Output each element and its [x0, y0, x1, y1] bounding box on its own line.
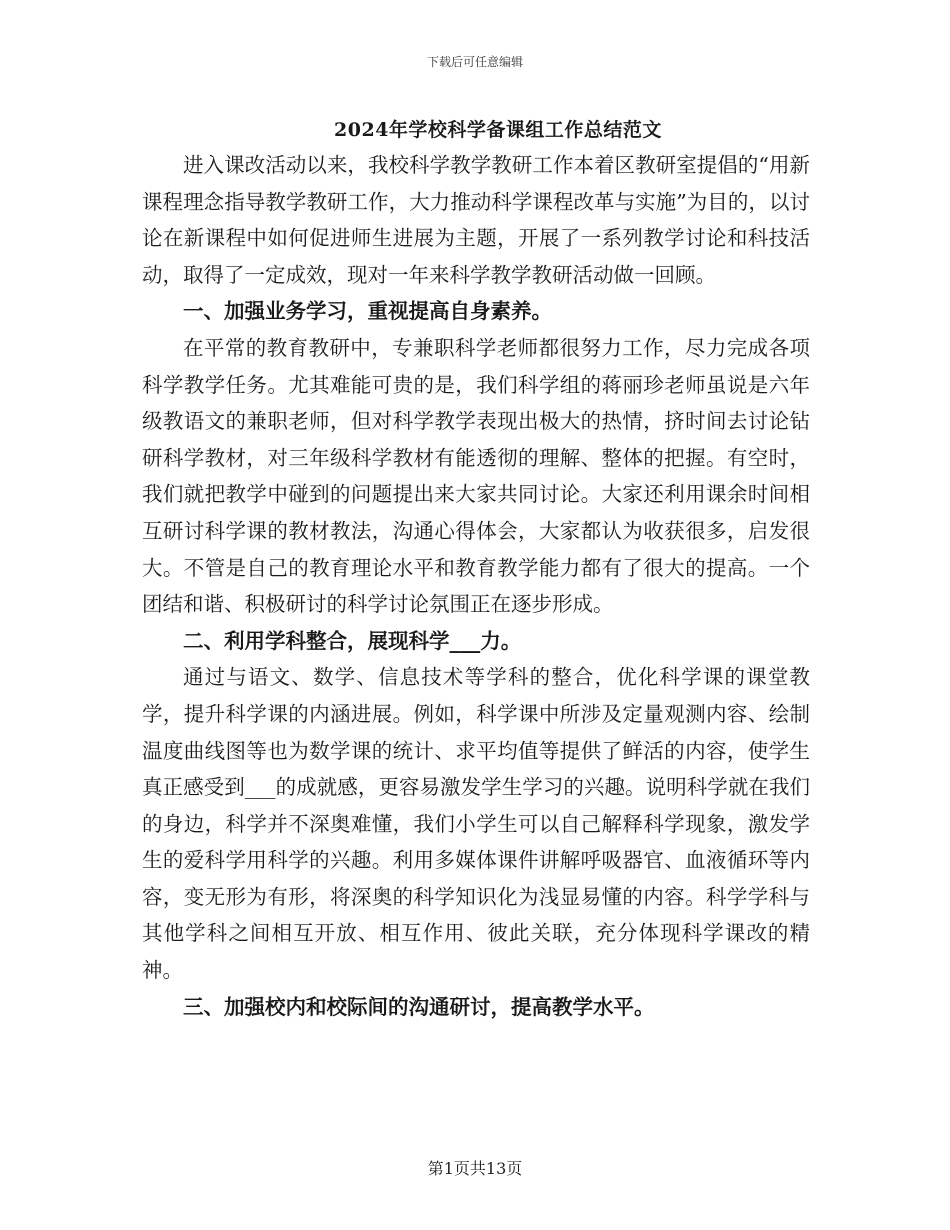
intro-paragraph: 进入课改活动以来，我校科学教学教研工作本着区教研室提倡的“用新课程理念指导教学教研工作，大力推动科学课程改革与实施”为目的，以讨论在新课程中如何促进师生进展为主题，开展了一系列教学讨论和科技活动，取得了一定成效，现对一年来科学教学教研活动做一回顾。	[142, 153, 810, 287]
section-body-1: 在平常的教育教研中，专兼职科学老师都很努力工作，尽力完成各项科学教学任务。尤其难能可贵的是，我们科学组的蒋丽珍老师虽说是六年级教语文的兼职老师，但对科学教学表现出极大的热情，挤时间去讨论钻研科学教材，对三年级科学教材有能透彻的理解、整体的把握。有空时，我们就把教学中碰到的问题提出来大家共同讨论。大家还利用课余时间相互研讨科学课的教材教法，沟通心得体会，大家都认为收获很多，启发很大。不管是自己的教育理论水平和教育教学能力都有了很大的提高。一个团结和谐、积极研讨的科学讨论氛围正在逐步形成。	[142, 335, 810, 617]
page-header-note: 下载后可任意编辑	[426, 55, 523, 69]
page-footer: 第1页共13页	[427, 1159, 523, 1178]
section-body-2: 通过与语文、数学、信息技术等学科的整合，优化科学课的课堂教学，提升科学课的内涵进展。例如，科学课中所涉及定量观测内容、绘制温度曲线图等也为数学课的统计、求平均值等提供了鲜活的内容，使学生真正感受到___的成就感，更容易激发学生学习的兴趣。说明科学就在我们的身边，科学并不深奥难懂，我们小学生可以自己解释科学现象，激发学生的爱科学用科学的兴趣。利用多媒体课件讲解呼吸器官、血液循环等内容，变无形为有形，将深奥的科学知识化为浅显易懂的内容。科学学科与其他学科之间相互开放、相互作用、彼此关联，充分体现科学课改的精神。	[142, 665, 810, 983]
section-heading-2: 二、利用学科整合，展现科学___力。	[183, 628, 522, 653]
section-heading-3: 三、加强校内和校际间的沟通研讨，提高教学水平。	[183, 994, 655, 1019]
document-title: 2024年学校科学备课组工作总结范文	[334, 119, 662, 141]
document-body	[142, 147, 810, 1025]
section-heading-1: 一、加强业务学习，重视提高自身素养。	[183, 299, 552, 324]
